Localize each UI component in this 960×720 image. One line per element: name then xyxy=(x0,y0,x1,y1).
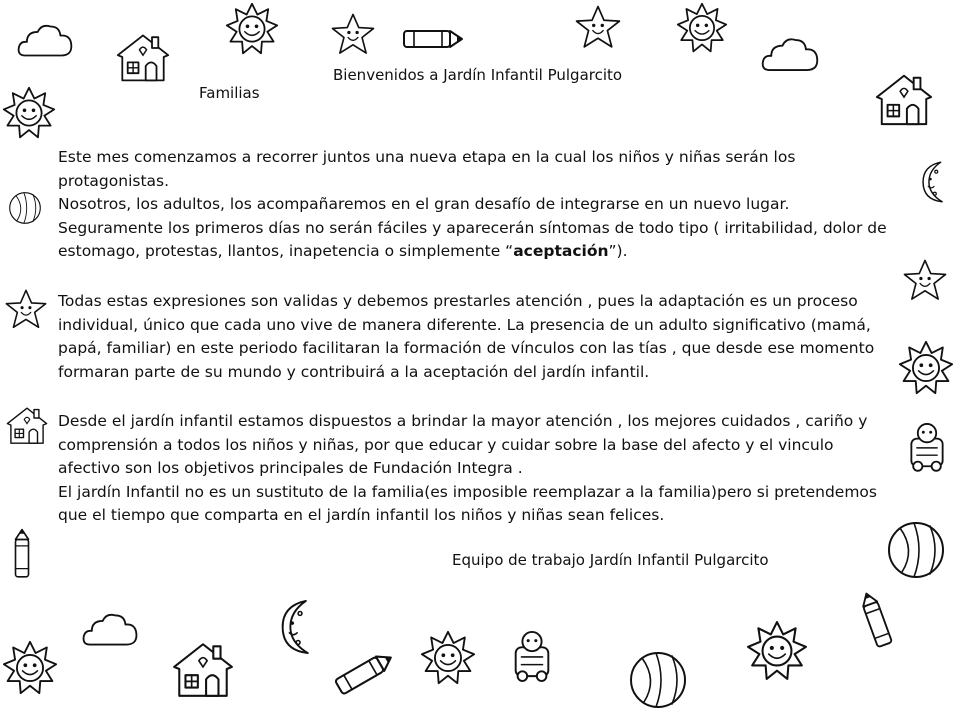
letter-line: formaran parte de su mundo y contribuirá a la aceptación del jardín infantil. xyxy=(58,362,650,381)
keyword-aceptacion: aceptación xyxy=(513,242,609,260)
sun-icon xyxy=(898,340,954,396)
letter-line xyxy=(58,240,908,264)
moon-icon xyxy=(276,598,326,656)
sun-icon xyxy=(2,640,58,696)
star-icon xyxy=(574,4,622,52)
letter-line: Seguramente los primeros días no serán fáciles y aparecerán síntomas de todo tipo ( irritabilidad, dolor de xyxy=(58,218,887,237)
letter-line: comprensión a todos los niños y niñas, por que educar y cuidar sobre la base del afecto y el vinculo xyxy=(58,435,834,454)
audience-label: Familias xyxy=(199,84,260,102)
star-icon xyxy=(4,288,48,332)
letter-line: El jardín Infantil no es un sustituto de la familia(es imposible reemplazar a la familia)pero si pretendemos xyxy=(58,482,877,501)
cloud-icon xyxy=(760,34,820,76)
star-icon xyxy=(902,258,948,304)
letter-paragraph-2 xyxy=(58,290,908,384)
ball-icon xyxy=(628,650,688,710)
letter-paragraph-3 xyxy=(58,410,908,528)
sun-icon xyxy=(225,2,279,56)
crayon-icon xyxy=(853,587,900,653)
letter-line: afectivo son los objetivos principales de Fundación Integra . xyxy=(58,459,523,477)
sun-icon xyxy=(746,620,808,682)
cloud-icon xyxy=(16,20,74,62)
crayon-icon xyxy=(12,528,32,580)
letter-line: Todas estas expresiones son validas y debemos prestarles atención , pues la adaptación es un proceso xyxy=(58,292,858,310)
letter-line: Desde el jardín infantil estamos dispuestos a brindar la mayor atención , los mejores cuidados , cariño y xyxy=(58,412,868,430)
crayon-icon xyxy=(328,644,399,701)
letter-text: ”). xyxy=(608,242,628,260)
star-icon xyxy=(330,12,376,58)
crayon-icon xyxy=(397,27,467,51)
letter-line: protagonistas. xyxy=(58,171,170,190)
letter-line: que el tiempo que comparta en el jardín infantil los niños y niñas sean felices. xyxy=(58,506,665,524)
sun-icon xyxy=(420,630,476,686)
house-icon xyxy=(170,638,236,700)
moon-icon xyxy=(918,160,956,204)
toy-icon xyxy=(904,420,950,472)
letter-text: estomago, protestas, llantos, inapetencia o simplemente “ xyxy=(58,242,514,260)
cloud-icon xyxy=(80,610,140,650)
sun-icon xyxy=(676,2,728,54)
letter-line: Nosotros, los adultos, los acompañaremos en el gran desafío de integrarse en un nuevo lugar. xyxy=(58,195,790,213)
house-icon xyxy=(4,404,50,446)
ball-icon xyxy=(886,520,946,580)
letter-line: papá, familiar) en este periodo facilitaran la formación de vínculos con las tías , que desde ese momento xyxy=(58,339,875,357)
letter-line: Este mes comenzamos a recorrer juntos una nueva etapa en la cual los niños y niñas serán los xyxy=(58,148,796,166)
house-icon xyxy=(114,30,172,84)
signature: Equipo de trabajo Jardín Infantil Pulgarcito xyxy=(452,551,769,569)
ball-icon xyxy=(8,188,42,228)
house-icon xyxy=(872,70,936,128)
sun-icon xyxy=(2,86,56,140)
letter-line: individual, único que cada uno vive de manera diferente. La presencia de un adulto significativo (mamá, xyxy=(58,315,871,334)
greeting-title: Bienvenidos a Jardín Infantil Pulgarcito xyxy=(333,66,623,84)
toy-icon xyxy=(508,628,556,682)
letter-paragraph-1 xyxy=(58,146,908,264)
